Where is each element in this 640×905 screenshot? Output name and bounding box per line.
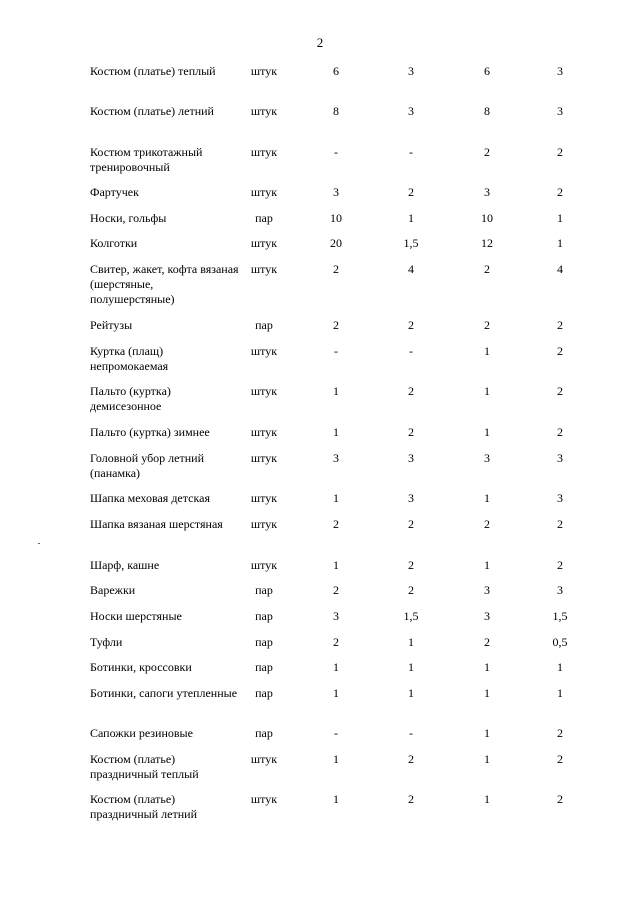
value-col-3: 1	[484, 686, 490, 700]
value-col-2: 3	[408, 451, 414, 465]
value-col-2: 1	[408, 686, 414, 700]
value-col-1: 1	[333, 384, 339, 398]
value-col-2: 2	[408, 583, 414, 597]
item-unit: штук	[250, 451, 278, 465]
value-col-4: 1	[557, 660, 563, 674]
value-col-2: -	[409, 145, 413, 159]
item-unit: штук	[250, 344, 278, 358]
value-col-3: 1	[484, 792, 490, 806]
value-col-1: 1	[333, 425, 339, 439]
value-col-2: 4	[408, 262, 414, 276]
item-unit: штук	[250, 558, 278, 572]
item-unit: штук	[250, 491, 278, 505]
value-col-4: 3	[557, 104, 563, 118]
item-name: Куртка (плащ) непромокаемая	[90, 344, 169, 373]
value-col-3: 2	[484, 145, 490, 159]
value-col-3: 12	[481, 236, 493, 250]
item-name: Шапка меховая детская	[90, 491, 210, 505]
scan-speck	[38, 543, 40, 544]
value-col-3: 6	[484, 64, 490, 78]
item-name: Костюм (платье) теплый	[90, 64, 216, 78]
value-col-1: -	[334, 726, 338, 740]
value-col-4: 2	[557, 752, 563, 766]
value-col-2: 2	[408, 752, 414, 766]
value-col-3: 1	[484, 384, 490, 398]
value-col-2: 2	[408, 792, 414, 806]
item-name: Туфли	[90, 635, 123, 649]
value-col-1: 2	[333, 262, 339, 276]
value-col-4: 2	[557, 792, 563, 806]
value-col-2: 3	[408, 104, 414, 118]
value-col-1: 3	[333, 451, 339, 465]
value-col-4: 3	[557, 64, 563, 78]
value-col-3: 1	[484, 752, 490, 766]
item-unit: штук	[250, 262, 278, 276]
value-col-1: 1	[333, 491, 339, 505]
item-name: Носки, гольфы	[90, 211, 167, 225]
value-col-2: 1,5	[403, 609, 419, 623]
value-col-1: 1	[333, 792, 339, 806]
item-unit: пар	[255, 726, 273, 740]
item-unit: штук	[250, 64, 278, 78]
item-unit: штук	[250, 104, 278, 118]
item-unit: штук	[250, 185, 278, 199]
value-col-4: 2	[557, 145, 563, 159]
value-col-3: 1	[484, 425, 490, 439]
item-name: Варежки	[90, 583, 136, 597]
item-name: Шарф, кашне	[90, 558, 160, 572]
item-name: Ботинки, кроссовки	[90, 660, 192, 674]
value-col-1: 1	[333, 686, 339, 700]
item-name: Свитер, жакет, кофта вязаная (шерстяные, полушерстяные)	[90, 262, 239, 306]
value-col-3: 3	[484, 583, 490, 597]
value-col-1: 1	[333, 558, 339, 572]
value-col-2: 2	[408, 185, 414, 199]
value-col-1: 1	[333, 660, 339, 674]
value-col-1: 8	[333, 104, 339, 118]
item-unit: штук	[250, 425, 278, 439]
value-col-1: 2	[333, 318, 339, 332]
item-name: Носки шерстяные	[90, 609, 182, 623]
item-unit: штук	[250, 145, 278, 159]
value-col-3: 3	[484, 451, 490, 465]
item-name: Колготки	[90, 236, 138, 250]
value-col-1: 2	[333, 517, 339, 531]
item-unit: пар	[255, 211, 273, 225]
value-col-3: 8	[484, 104, 490, 118]
item-name: Шапка вязаная шерстяная	[90, 517, 223, 531]
value-col-2: 2	[408, 318, 414, 332]
value-col-2: -	[409, 344, 413, 358]
value-col-3: 1	[484, 660, 490, 674]
value-col-1: 6	[333, 64, 339, 78]
value-col-1: 3	[333, 609, 339, 623]
value-col-1: 3	[333, 185, 339, 199]
item-name: Фартучек	[90, 185, 139, 199]
value-col-4: 1	[557, 211, 563, 225]
value-col-4: 2	[557, 726, 563, 740]
item-name: Сапожки резиновые	[90, 726, 193, 740]
value-col-3: 3	[484, 609, 490, 623]
value-col-4: 2	[557, 425, 563, 439]
item-name: Костюм трикотажный тренировочный	[90, 145, 203, 174]
value-col-2: -	[409, 726, 413, 740]
value-col-4: 3	[557, 451, 563, 465]
value-col-1: 2	[333, 583, 339, 597]
item-unit: штук	[250, 517, 278, 531]
item-name: Рейтузы	[90, 318, 133, 332]
value-col-4: 0,5	[552, 635, 568, 649]
value-col-3: 2	[484, 635, 490, 649]
value-col-3: 1	[484, 344, 490, 358]
value-col-2: 1	[408, 635, 414, 649]
value-col-2: 2	[408, 425, 414, 439]
value-col-2: 2	[408, 517, 414, 531]
value-col-1: 10	[330, 211, 342, 225]
value-col-1: 20	[330, 236, 342, 250]
value-col-4: 3	[557, 583, 563, 597]
item-name: Ботинки, сапоги утепленные	[90, 686, 238, 700]
value-col-2: 2	[408, 558, 414, 572]
item-unit: штук	[250, 384, 278, 398]
item-name: Пальто (куртка) демисезонное	[90, 384, 171, 413]
value-col-1: 1	[333, 752, 339, 766]
value-col-3: 2	[484, 262, 490, 276]
item-unit: пар	[255, 318, 273, 332]
value-col-3: 2	[484, 318, 490, 332]
item-unit: пар	[255, 609, 273, 623]
page-number: 2	[316, 35, 324, 50]
item-name: Пальто (куртка) зимнее	[90, 425, 210, 439]
value-col-2: 3	[408, 64, 414, 78]
value-col-2: 3	[408, 491, 414, 505]
item-unit: пар	[255, 635, 273, 649]
value-col-1: -	[334, 145, 338, 159]
item-name: Головной убор летний (панамка)	[90, 451, 204, 480]
value-col-1: -	[334, 344, 338, 358]
value-col-4: 2	[557, 344, 563, 358]
value-col-3: 3	[484, 185, 490, 199]
value-col-4: 3	[557, 491, 563, 505]
value-col-4: 2	[557, 185, 563, 199]
item-unit: пар	[255, 583, 273, 597]
value-col-2: 2	[408, 384, 414, 398]
value-col-4: 2	[557, 517, 563, 531]
value-col-3: 2	[484, 517, 490, 531]
value-col-3: 1	[484, 726, 490, 740]
item-name: Костюм (платье) праздничный летний	[90, 792, 197, 821]
item-unit: пар	[255, 660, 273, 674]
value-col-3: 1	[484, 558, 490, 572]
value-col-2: 1,5	[403, 236, 419, 250]
item-unit: штук	[250, 236, 278, 250]
value-col-3: 1	[484, 491, 490, 505]
value-col-2: 1	[408, 660, 414, 674]
item-name: Костюм (платье) праздничный теплый	[90, 752, 199, 781]
item-name: Костюм (платье) летний	[90, 104, 214, 118]
item-unit: пар	[255, 686, 273, 700]
item-unit: штук	[250, 792, 278, 806]
value-col-4: 2	[557, 558, 563, 572]
value-col-1: 2	[333, 635, 339, 649]
value-col-3: 10	[481, 211, 493, 225]
value-col-4: 2	[557, 318, 563, 332]
value-col-2: 1	[408, 211, 414, 225]
item-unit: штук	[250, 752, 278, 766]
value-col-4: 1,5	[552, 609, 568, 623]
value-col-4: 2	[557, 384, 563, 398]
value-col-4: 1	[557, 686, 563, 700]
value-col-4: 1	[557, 236, 563, 250]
value-col-4: 4	[557, 262, 563, 276]
